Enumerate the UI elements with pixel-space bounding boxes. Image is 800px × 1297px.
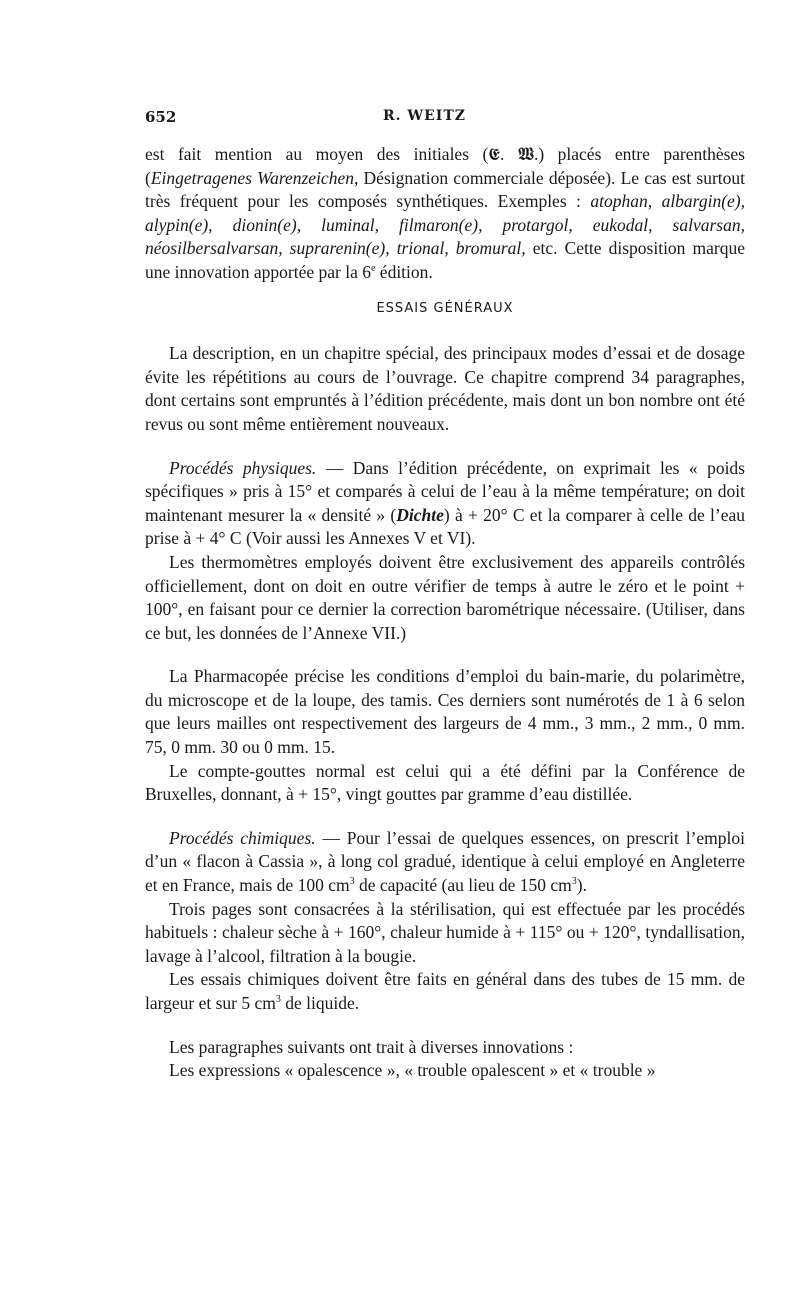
initials: 𝕰. 𝖂.: [488, 144, 539, 164]
text-run: de capacité (au lieu de 150 cm: [354, 875, 572, 896]
edition-number: 6: [362, 261, 371, 282]
text-run: est fait mention au moyen des initiales (: [145, 144, 489, 164]
paragraph-sterilization: Trois pages sont consacrées à la stérilisation, qui est effectuée par les procédés habituels : chaleur sèche à + 160°, chaleur humide à + 115° ou + 120°, tyndallisation, lavage à l’alcool, filtration à la bougie.: [145, 898, 745, 966]
edition-superscript: e: [370, 263, 376, 275]
body-text: [145, 143, 745, 1083]
section-title: ESSAIS GÉNÉRAUX: [376, 300, 514, 316]
superscript: 3: [571, 876, 577, 888]
text-run: ) placés entre parenthèses (: [145, 144, 745, 188]
text-run: — Pour l’essai de quelques essences, on prescrit l’emploi d’un « flacon à Cassia », à long col gradué, identique à celui employé en Angleterre et en France, mais de 100 cm: [145, 827, 746, 896]
paragraph-description: La description, en un chapitre spécial, des principaux modes d’essai et de dosage évite les répétitions au cours de l’ouvrage. Ce chapitre comprend 34 paragraphes, dont certains sont empruntés à l’édition précédente, mais dont un bon nombre ont été revus ou sont même entièrement nouveaux.: [145, 343, 745, 434]
heading-physical: Procédés physiques.: [169, 457, 317, 478]
running-head: R. WEITZ: [383, 108, 466, 124]
term-dichte: Dichte: [396, 504, 444, 525]
superscript: 3: [275, 994, 281, 1006]
paragraph-innovations: Les paragraphes suivants ont trait à diverses innovations :: [169, 1036, 574, 1057]
text-run: Les essais chimiques doivent être faits en général dans des tubes de 15 mm. de largeur et sur 5 cm: [145, 969, 745, 1013]
paragraph-tubes: [145, 968, 745, 1015]
paragraph-dropper: Le compte-gouttes normal est celui qui a été défini par la Conférence de Bruxelles, donnant, à + 15°, vingt gouttes par gramme d’eau distillée.: [145, 760, 745, 805]
heading-chemical: Procédés chimiques.: [169, 827, 316, 848]
paragraph-trademarks: [145, 143, 745, 285]
examples-list: atophan, albargin(e), alypin(e), dionin(e), luminal, filmaron(e), protargol, eukodal, salvarsan, néosilbersalvarsan, suprarenin(e), trional, bromural,: [145, 191, 746, 259]
text-run: etc. Cette disposition marque une innovation apportée par la: [145, 238, 745, 282]
text-run: de liquide.: [280, 993, 360, 1013]
page-number: 652: [145, 108, 177, 126]
text-run: ).: [576, 875, 587, 896]
paragraph-chemical: [145, 827, 745, 898]
paragraph-physical: [145, 457, 745, 551]
paragraph-expressions: Les expressions « opalescence », « trouble opalescent » et « trouble »: [169, 1060, 656, 1081]
page-header: [145, 108, 665, 132]
term-eingetragenes: Eingetragenes Warenzeichen: [150, 167, 354, 188]
text-run: — Dans l’édition précédente, on exprimait les « poids spécifiques » pris à 15° et comparés à celui de l’eau à la même température; on doit maintenant mesurer la « densité » (: [145, 457, 745, 525]
superscript: 3: [349, 876, 355, 888]
paragraph-thermometers: Les thermomètres employés doivent être exclusivement des appareils contrôlés officiellement, dont on doit en outre vérifier de temps à autre le zéro et le point + 100°, en faisant pour ce dernier la correction barométrique nécessaire. (Utiliser, dans ce but, les données de l’Annexe VII.): [145, 551, 745, 643]
text-run: , Désignation commerciale déposée). Le cas est surtout très fréquent pour les composés synthétiques. Exemples :: [145, 167, 745, 212]
text-run: ) à + 20° C et la comparer à celle de l’eau prise à + 4° C (Voir aussi les Annexes V et VI).: [145, 504, 745, 549]
text-run: édition.: [375, 261, 433, 282]
paragraph-instruments: La Pharmacopée précise les conditions d’emploi du bain-marie, du polarimètre, du microscope et de la loupe, des tamis. Ces derniers sont numérotés de 1 à 6 selon que leurs mailles ont respectivement des largeurs de 4 mm., 3 mm., 2 mm., 0 mm. 75, 0 mm. 30 ou 0 mm. 15.: [145, 666, 745, 758]
